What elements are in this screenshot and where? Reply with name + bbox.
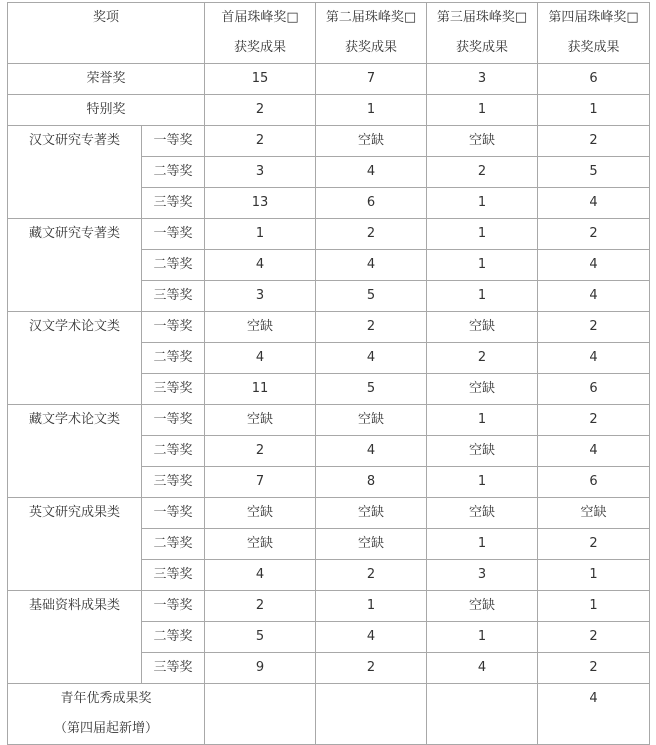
table-cell: 空缺	[205, 529, 316, 560]
grade-label: 一等奖	[142, 498, 205, 529]
table-cell: 5	[316, 374, 427, 405]
table-row	[8, 405, 650, 436]
table-cell: 4	[538, 343, 650, 374]
table-cell: 空缺	[316, 405, 427, 436]
table-cell: 3	[427, 64, 538, 95]
table-cell: 4	[316, 436, 427, 467]
table-cell: 4	[205, 560, 316, 591]
table-cell: 4	[538, 684, 650, 745]
table-cell: 2	[205, 436, 316, 467]
table-cell: 空缺	[427, 374, 538, 405]
table-row	[8, 591, 650, 622]
table-cell: 4	[316, 622, 427, 653]
header-col-subtitle: 获奖成果	[345, 40, 398, 55]
table-cell: 空缺	[205, 312, 316, 343]
header-col-1	[205, 3, 316, 64]
table-cell: 1	[427, 405, 538, 436]
table-cell: 2	[538, 622, 650, 653]
table-cell: 2	[538, 312, 650, 343]
grade-label: 一等奖	[142, 126, 205, 157]
table-cell: 1	[538, 591, 650, 622]
row-label: 特别奖	[8, 95, 205, 126]
table-cell: 2	[427, 157, 538, 188]
table-cell: 1	[427, 188, 538, 219]
table-cell: 4	[316, 343, 427, 374]
header-item-label: 奖项	[93, 10, 120, 25]
table-cell: 2	[316, 312, 427, 343]
header-row	[8, 3, 650, 64]
table-row-special	[8, 95, 650, 126]
header-col-subtitle: 获奖成果	[456, 40, 509, 55]
grade-label: 三等奖	[142, 188, 205, 219]
table-cell: 2	[538, 529, 650, 560]
table-cell: 2	[316, 653, 427, 684]
table-cell: 空缺	[538, 498, 650, 529]
table-cell: 11	[205, 374, 316, 405]
table-row	[8, 312, 650, 343]
table-cell	[316, 684, 427, 745]
table-cell: 4	[316, 157, 427, 188]
table-cell: 2	[316, 219, 427, 250]
table-cell: 2	[538, 653, 650, 684]
table-cell: 4	[538, 250, 650, 281]
grade-label: 三等奖	[142, 467, 205, 498]
table-cell: 空缺	[427, 591, 538, 622]
table-cell: 1	[427, 467, 538, 498]
grade-label: 一等奖	[142, 219, 205, 250]
table-row	[8, 219, 650, 250]
row-label: 荣誉奖	[8, 64, 205, 95]
category-label: 基础资料成果类	[8, 591, 142, 684]
table-cell: 空缺	[316, 126, 427, 157]
table-cell: 3	[205, 281, 316, 312]
grade-label: 二等奖	[142, 250, 205, 281]
table-cell: 5	[316, 281, 427, 312]
grade-label: 三等奖	[142, 281, 205, 312]
table-cell: 2	[538, 126, 650, 157]
table-cell: 1	[427, 250, 538, 281]
table-cell: 2	[427, 343, 538, 374]
table-cell: 4	[427, 653, 538, 684]
table-cell: 2	[205, 591, 316, 622]
table-cell: 6	[538, 467, 650, 498]
header-col-4	[538, 3, 650, 64]
category-label: 藏文研究专著类	[8, 219, 142, 312]
grade-label: 二等奖	[142, 157, 205, 188]
header-col-subtitle: 获奖成果	[234, 40, 287, 55]
category-label: 汉文学术论文类	[8, 312, 142, 405]
youth-label-line2: （第四届起新增）	[54, 721, 159, 736]
table-cell: 4	[205, 250, 316, 281]
table-cell: 1	[205, 219, 316, 250]
table-cell: 3	[205, 157, 316, 188]
table-cell: 空缺	[427, 126, 538, 157]
table-cell: 1	[538, 95, 650, 126]
header-col-subtitle: 获奖成果	[567, 40, 620, 55]
grade-label: 一等奖	[142, 591, 205, 622]
table-row-honor	[8, 64, 650, 95]
category-label: 藏文学术论文类	[8, 405, 142, 498]
table-cell: 1	[427, 529, 538, 560]
table-cell: 空缺	[427, 312, 538, 343]
youth-label-line1: 青年优秀成果奖	[60, 691, 152, 706]
table-cell: 8	[316, 467, 427, 498]
table-cell: 2	[316, 560, 427, 591]
awards-table	[7, 2, 650, 745]
youth-label	[8, 684, 205, 745]
table-cell: 1	[427, 95, 538, 126]
table-cell: 6	[538, 374, 650, 405]
table-row	[8, 498, 650, 529]
header-col-3	[427, 3, 538, 64]
grade-label: 二等奖	[142, 436, 205, 467]
table-cell: 2	[205, 126, 316, 157]
header-col-title: 第二届珠峰奖□	[325, 10, 417, 25]
table-row-youth	[8, 684, 650, 745]
table-cell: 4	[205, 343, 316, 374]
table-cell: 6	[316, 188, 427, 219]
table-cell: 3	[427, 560, 538, 591]
table-cell: 13	[205, 188, 316, 219]
table-cell: 空缺	[427, 436, 538, 467]
header-col-title: 首届珠峰奖□	[221, 10, 299, 25]
grade-label: 三等奖	[142, 374, 205, 405]
table-cell: 2	[538, 219, 650, 250]
grade-label: 二等奖	[142, 343, 205, 374]
grade-label: 一等奖	[142, 405, 205, 436]
table-cell: 5	[538, 157, 650, 188]
table-cell: 2	[205, 95, 316, 126]
grade-label: 三等奖	[142, 653, 205, 684]
table-cell: 空缺	[205, 405, 316, 436]
table-cell: 7	[205, 467, 316, 498]
table-cell: 1	[538, 560, 650, 591]
header-item-cell	[8, 3, 205, 64]
table-cell: 4	[538, 436, 650, 467]
grade-label: 一等奖	[142, 312, 205, 343]
table-cell: 4	[316, 250, 427, 281]
grade-label: 二等奖	[142, 529, 205, 560]
table-cell: 1	[427, 219, 538, 250]
table-cell: 空缺	[427, 498, 538, 529]
table-cell: 7	[316, 64, 427, 95]
table-cell: 9	[205, 653, 316, 684]
grade-label: 二等奖	[142, 622, 205, 653]
table-cell: 2	[538, 405, 650, 436]
table-cell	[427, 684, 538, 745]
table-cell: 空缺	[205, 498, 316, 529]
table-cell: 空缺	[316, 498, 427, 529]
header-col-title: 第三届珠峰奖□	[436, 10, 528, 25]
table-row	[8, 126, 650, 157]
table-cell: 15	[205, 64, 316, 95]
table-cell: 1	[427, 622, 538, 653]
table-cell: 1	[316, 591, 427, 622]
category-label: 英文研究成果类	[8, 498, 142, 591]
category-label: 汉文研究专著类	[8, 126, 142, 219]
table-cell: 4	[538, 188, 650, 219]
header-col-title: 第四届珠峰奖□	[548, 10, 639, 25]
header-col-2	[316, 3, 427, 64]
table-cell	[205, 684, 316, 745]
table-cell: 空缺	[316, 529, 427, 560]
table-cell: 1	[427, 281, 538, 312]
table-cell: 4	[538, 281, 650, 312]
table-cell: 6	[538, 64, 650, 95]
table-cell: 1	[316, 95, 427, 126]
grade-label: 三等奖	[142, 560, 205, 591]
table-cell: 5	[205, 622, 316, 653]
